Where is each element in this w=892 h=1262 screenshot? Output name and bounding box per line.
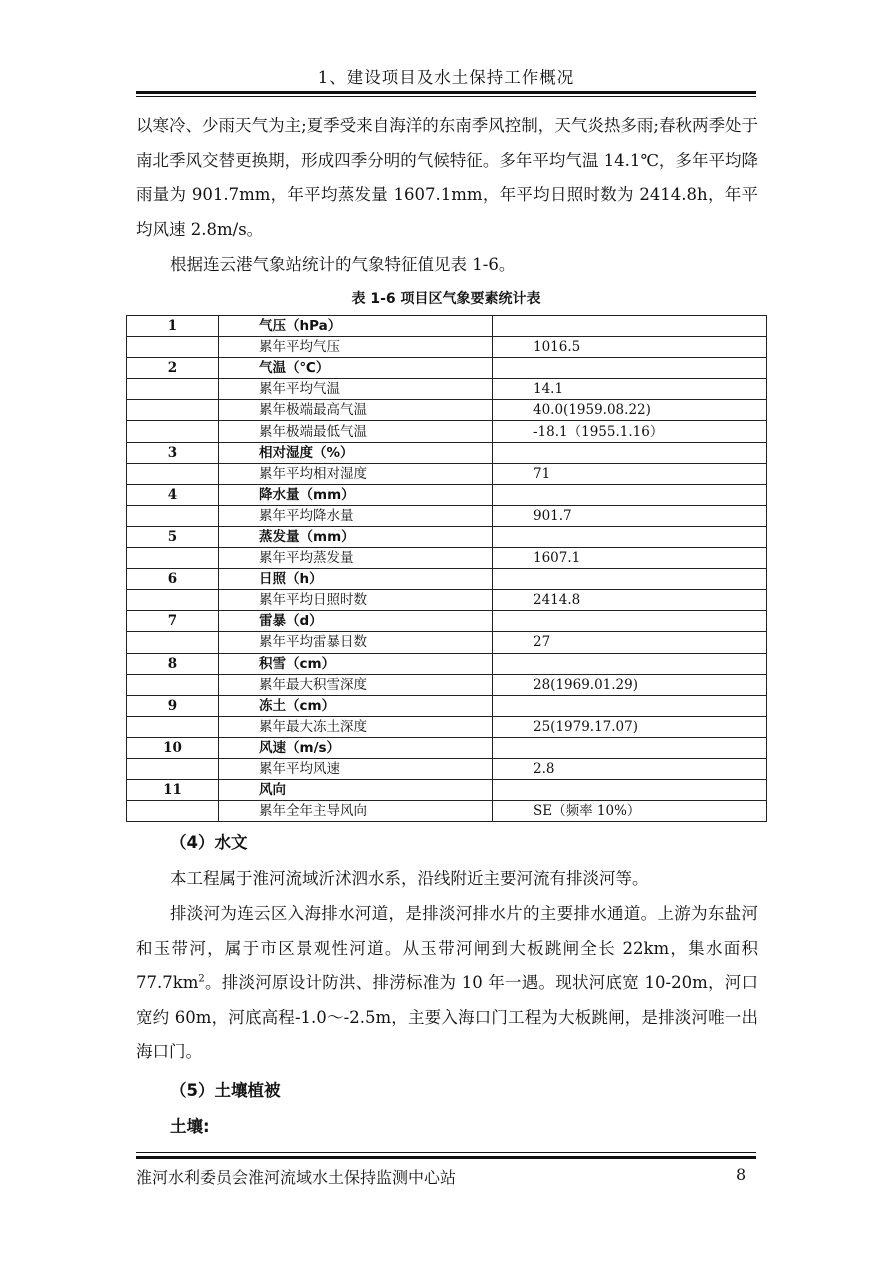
table-category-row: [127, 526, 767, 547]
row-number: 4: [127, 484, 219, 505]
element-value: [493, 442, 767, 463]
row-number: [127, 379, 219, 400]
element-name: 降水量（mm）: [219, 484, 493, 505]
table-row: [127, 548, 767, 569]
row-number: [127, 548, 219, 569]
element-value: 25(1979.17.07): [493, 716, 767, 737]
element-value: 40.0(1959.08.22): [493, 400, 767, 421]
element-value: -18.1（1955.1.16）: [493, 421, 767, 442]
table-category-row: [127, 611, 767, 632]
element-name: 累年极端最高气温: [219, 400, 493, 421]
row-number: 3: [127, 442, 219, 463]
meteorological-table: [126, 315, 767, 822]
element-name: 风向: [219, 780, 493, 801]
element-name: 累年平均相对湿度: [219, 463, 493, 484]
header-rule-thin: [136, 96, 756, 97]
heading-soil-vegetation: （5）土壤植被: [170, 1081, 281, 1100]
row-number: 5: [127, 526, 219, 547]
element-value: [493, 569, 767, 590]
row-number: [127, 716, 219, 737]
element-value: 2414.8: [493, 590, 767, 611]
element-name: 累年最大积雪深度: [219, 674, 493, 695]
page-number: 8: [736, 1165, 747, 1184]
element-name: 累年平均风速: [219, 758, 493, 779]
element-name: 累年平均气温: [219, 379, 493, 400]
row-number: [127, 337, 219, 358]
hydrology-text-a: 排淡河为连云区入海排水河道，是排淡河排水片的主要排水通道。上游为东盐河和玉带河，属于市区景观性河道。从玉带河闸到大板跳闸全长 22km，集水面积 77.7km: [136, 904, 758, 992]
element-value: [493, 526, 767, 547]
heading-hydrology: （4）水文: [170, 833, 248, 852]
climate-paragraph: 以寒冷、少雨天气为主;夏季受来自海洋的东南季风控制，天气炎热多雨;春秋两季处于南北季风交替更换期，形成四季分明的气候特征。多年平均气温 14.1℃，多年平均降雨量为 901.7mm，年平均蒸发量 1607.1mm，年平均日照时数为 2414.8h，年平均风速 2.8m/s。: [136, 116, 758, 239]
table-category-row: [127, 316, 767, 337]
row-number: 10: [127, 737, 219, 758]
element-value: 1016.5: [493, 337, 767, 358]
table-category-row: [127, 484, 767, 505]
element-value: [493, 316, 767, 337]
table-row: [127, 632, 767, 653]
element-value: 27: [493, 632, 767, 653]
header-rule-thick: [136, 91, 756, 94]
table-row: [127, 337, 767, 358]
row-number: 11: [127, 780, 219, 801]
footer-rule-thin: [136, 1152, 756, 1153]
element-name: 累年平均降水量: [219, 505, 493, 526]
table-category-row: [127, 653, 767, 674]
row-number: 8: [127, 653, 219, 674]
element-name: 相对湿度（%）: [219, 442, 493, 463]
meteorological-table-body: [127, 316, 767, 822]
element-name: 气压（hPa）: [219, 316, 493, 337]
table-category-row: [127, 780, 767, 801]
page-header-title: 1、建设项目及水土保持工作概况: [317, 68, 575, 87]
element-value: [493, 611, 767, 632]
element-value: 2.8: [493, 758, 767, 779]
element-name: 累年平均日照时数: [219, 590, 493, 611]
element-name: 累年平均蒸发量: [219, 548, 493, 569]
element-value: 28(1969.01.29): [493, 674, 767, 695]
element-name: 累年全年主导风向: [219, 801, 493, 822]
element-name: 累年极端最低气温: [219, 421, 493, 442]
row-number: 6: [127, 569, 219, 590]
row-number: [127, 674, 219, 695]
element-value: 71: [493, 463, 767, 484]
row-number: 2: [127, 358, 219, 379]
element-name: 蒸发量（mm）: [219, 526, 493, 547]
table-category-row: [127, 358, 767, 379]
footer-organization: 淮河水利委员会淮河流域水土保持监测中心站: [136, 1168, 457, 1187]
footer-rule-thick: [136, 1156, 756, 1159]
superscript-2: 2: [198, 973, 205, 985]
row-number: [127, 463, 219, 484]
element-name: 雷暴（d）: [219, 611, 493, 632]
hydrology-paragraph-2: [136, 897, 758, 1070]
element-value: [493, 737, 767, 758]
table-row: [127, 463, 767, 484]
table-row: [127, 716, 767, 737]
element-name: 气温（℃）: [219, 358, 493, 379]
element-value: [493, 780, 767, 801]
row-number: [127, 505, 219, 526]
element-value: 1607.1: [493, 548, 767, 569]
element-name: 积雪（cm）: [219, 653, 493, 674]
element-value: [493, 358, 767, 379]
subheading-soil: 土壤:: [170, 1117, 210, 1136]
table-category-row: [127, 569, 767, 590]
table-category-row: [127, 442, 767, 463]
element-value: SE（频率 10%）: [493, 801, 767, 822]
row-number: [127, 400, 219, 421]
row-number: [127, 421, 219, 442]
row-number: [127, 758, 219, 779]
table-category-row: [127, 695, 767, 716]
hydrology-text-b: 。排淡河原设计防洪、排涝标准为 10 年一遇。现状河底宽 10-20m，河口宽约 60m，河底高程-1.0～-2.5m，主要入海口门工程为大板跳闸，是排淡河唯一出海口门。: [136, 973, 758, 1061]
table-row: [127, 590, 767, 611]
hydrology-paragraph-1: 本工程属于淮河流域沂沭泗水系，沿线附近主要河流有排淡河等。: [170, 869, 649, 888]
table-row: [127, 801, 767, 822]
element-name: 冻土（cm）: [219, 695, 493, 716]
row-number: [127, 590, 219, 611]
row-number: 7: [127, 611, 219, 632]
table-row: [127, 758, 767, 779]
table-row: [127, 400, 767, 421]
row-number: 9: [127, 695, 219, 716]
element-value: [493, 653, 767, 674]
table-row: [127, 674, 767, 695]
table-category-row: [127, 737, 767, 758]
table-intro-paragraph: 根据连云港气象站统计的气象特征值见表 1-6。: [170, 255, 516, 274]
row-number: [127, 632, 219, 653]
row-number: [127, 801, 219, 822]
element-name: 风速（m/s）: [219, 737, 493, 758]
table-caption: 表 1-6 项目区气象要素统计表: [351, 291, 541, 307]
element-name: 累年最大冻土深度: [219, 716, 493, 737]
element-name: 累年平均气压: [219, 337, 493, 358]
element-value: [493, 695, 767, 716]
element-name: 累年平均雷暴日数: [219, 632, 493, 653]
element-value: [493, 484, 767, 505]
row-number: 1: [127, 316, 219, 337]
element-value: 901.7: [493, 505, 767, 526]
element-value: 14.1: [493, 379, 767, 400]
table-row: [127, 505, 767, 526]
table-row: [127, 421, 767, 442]
element-name: 日照（h）: [219, 569, 493, 590]
table-row: [127, 379, 767, 400]
